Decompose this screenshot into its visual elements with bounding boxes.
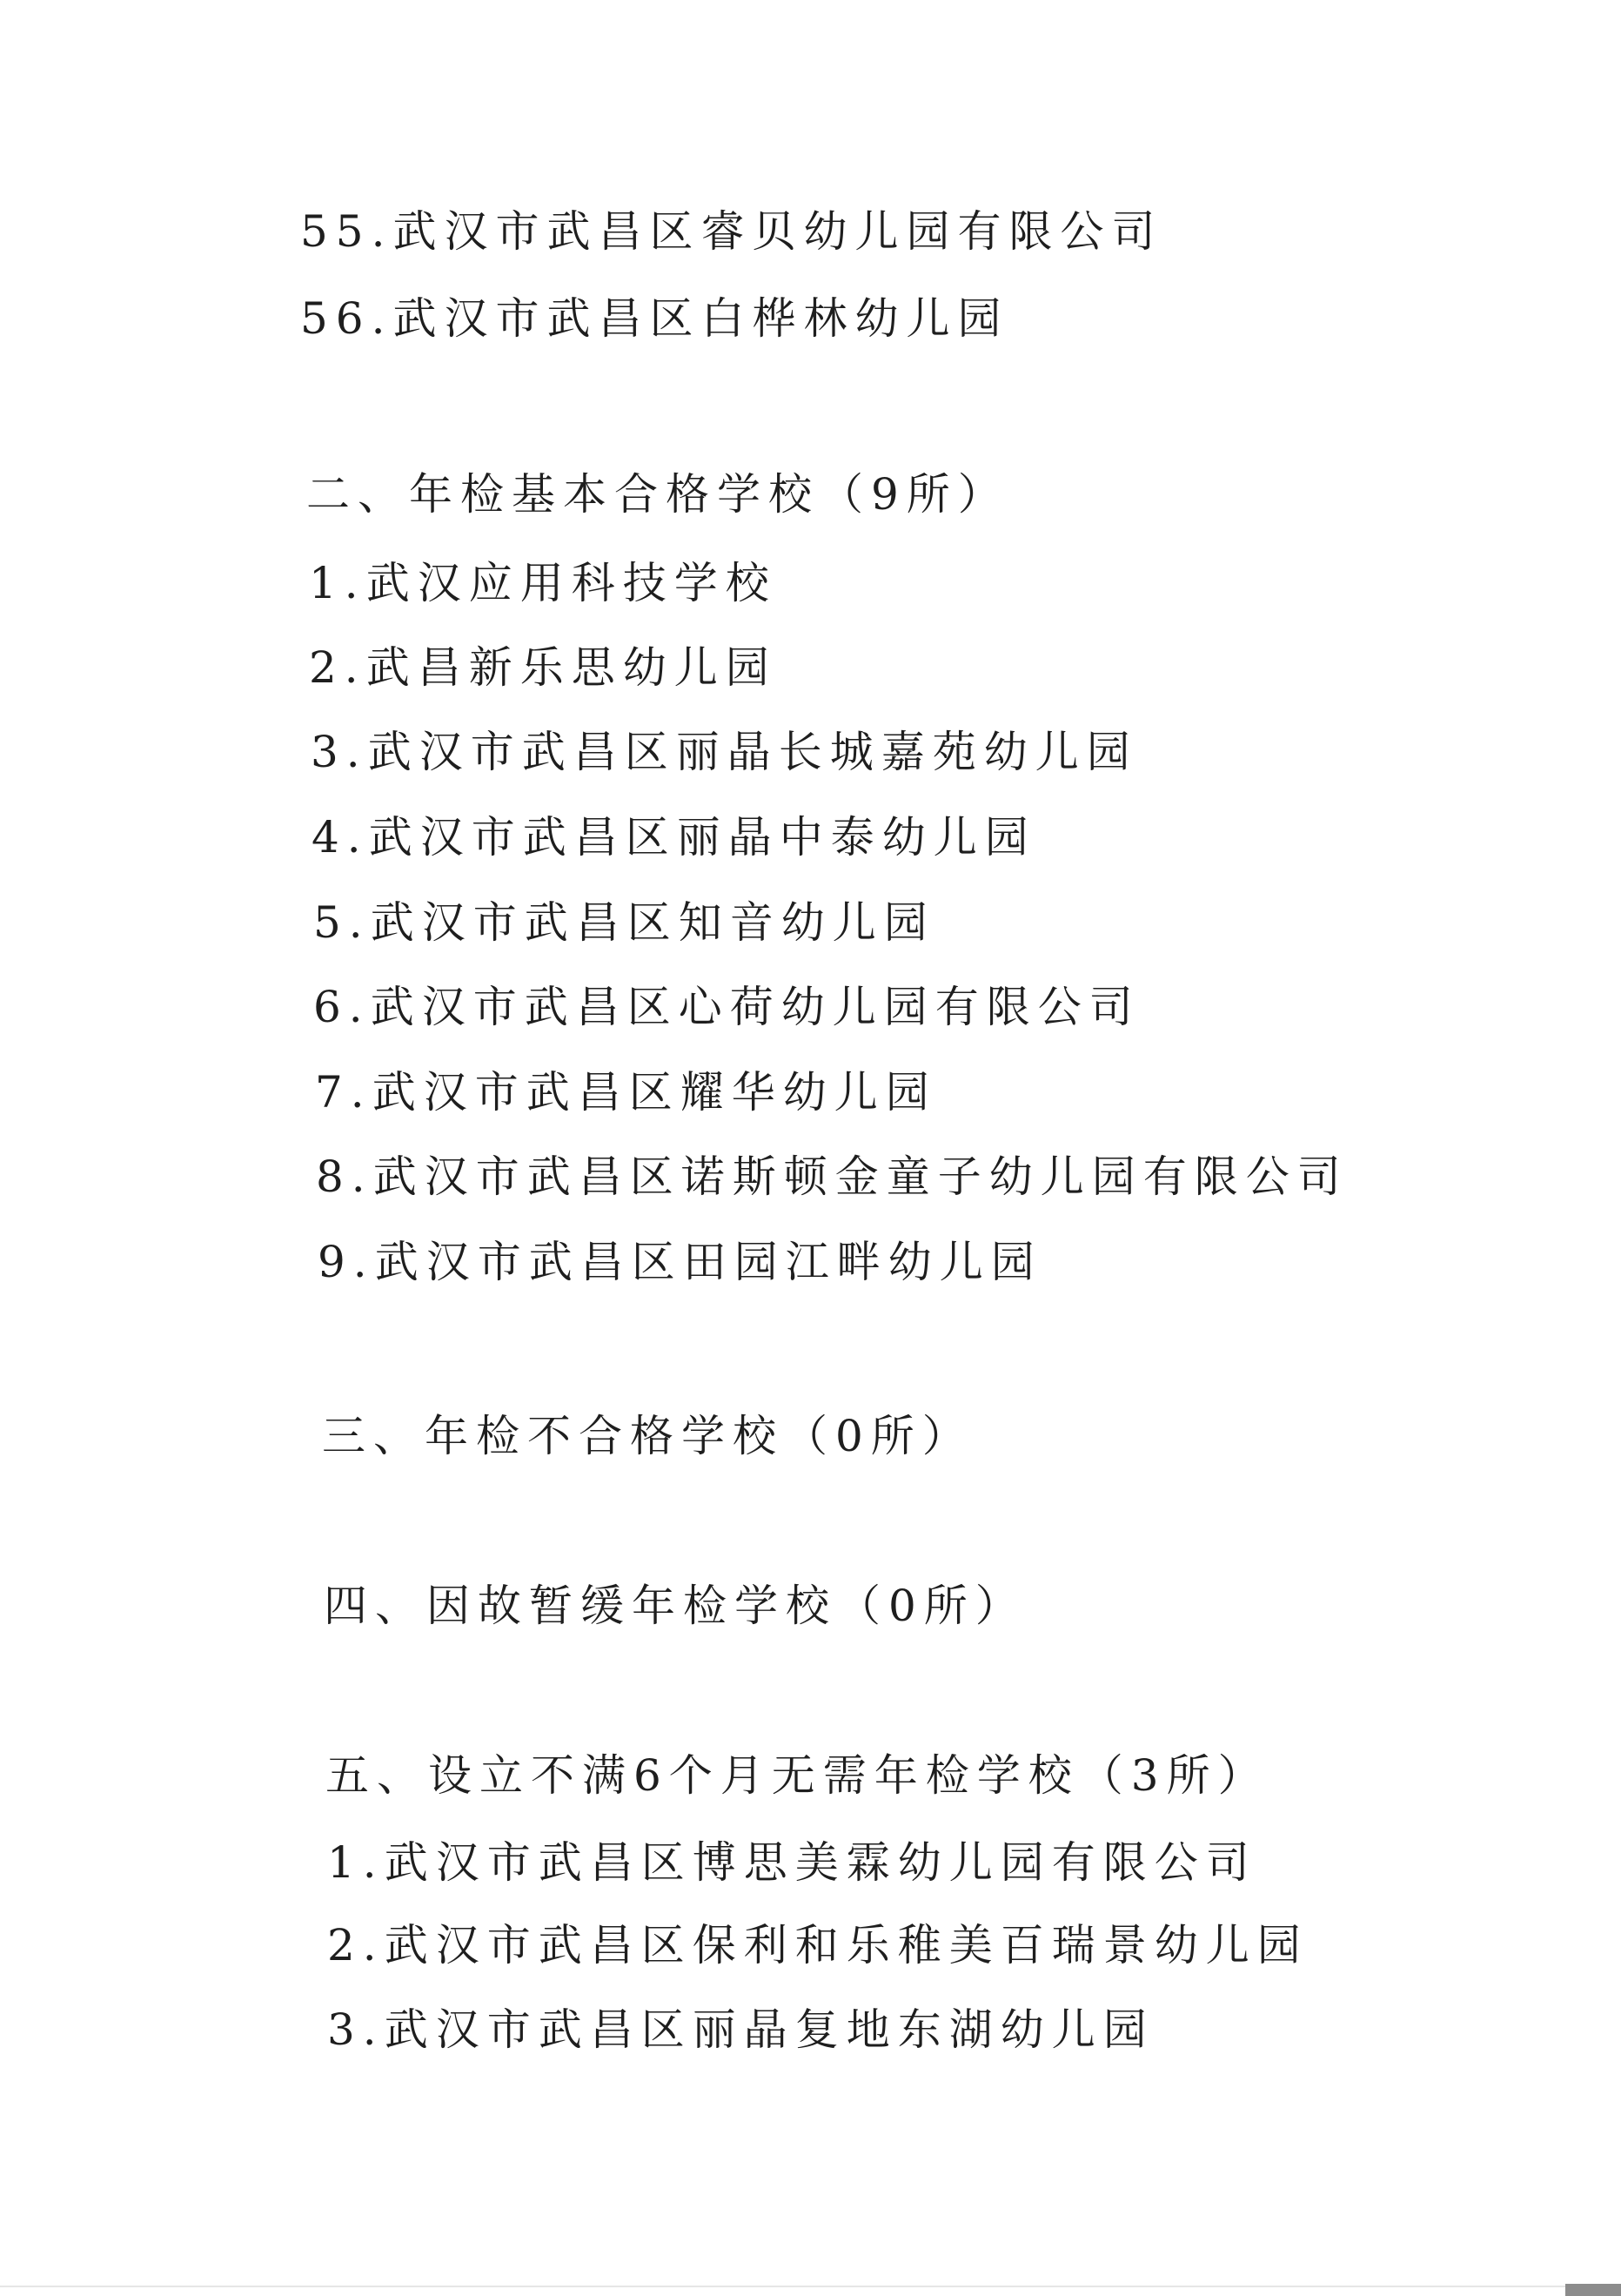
list-item: 4.武汉市武昌区丽晶中泰幼儿园	[311, 812, 1036, 863]
list-item: 2.武昌新乐思幼儿园	[309, 642, 777, 693]
list-item: 2.武汉市武昌区保利和乐稚美百瑞景幼儿园	[327, 1920, 1309, 1970]
list-item: 9.武汉市武昌区田园江畔幼儿园	[318, 1237, 1042, 1287]
list-item: 8.武汉市武昌区诺斯顿金童子幼儿园有限公司	[316, 1151, 1349, 1202]
list-item: 5.武汉市武昌区知音幼儿园	[313, 897, 935, 948]
list-item: 6.武汉市武昌区心荷幼儿园有限公司	[313, 982, 1141, 1032]
list-item: 7.武汉市武昌区耀华幼儿园	[315, 1067, 937, 1118]
section-heading: 四、因故暂缓年检学校（0所）	[324, 1581, 1027, 1631]
scan-edge-line	[0, 2286, 1621, 2287]
section-heading: 三、年检不合格学校（0所）	[322, 1411, 974, 1461]
section-heading: 五、设立不满6个月无需年检学校（3所）	[325, 1750, 1269, 1801]
list-item: 1.武汉应用科技学校	[309, 558, 777, 608]
section-heading: 二、年检基本合格学校（9所）	[306, 469, 1009, 520]
list-item: 56.武汉市武昌区白桦林幼儿园	[300, 293, 1009, 344]
list-item: 1.武汉市武昌区博思美霖幼儿园有限公司	[327, 1837, 1257, 1888]
list-item: 55.武汉市武昌区睿贝幼儿园有限公司	[300, 206, 1163, 257]
list-item: 3.武汉市武昌区丽晶复地东湖幼儿园	[327, 2004, 1155, 2055]
scan-corner-mark	[1565, 2284, 1621, 2296]
list-item: 3.武汉市武昌区丽晶长城嘉苑幼儿园	[311, 727, 1138, 777]
